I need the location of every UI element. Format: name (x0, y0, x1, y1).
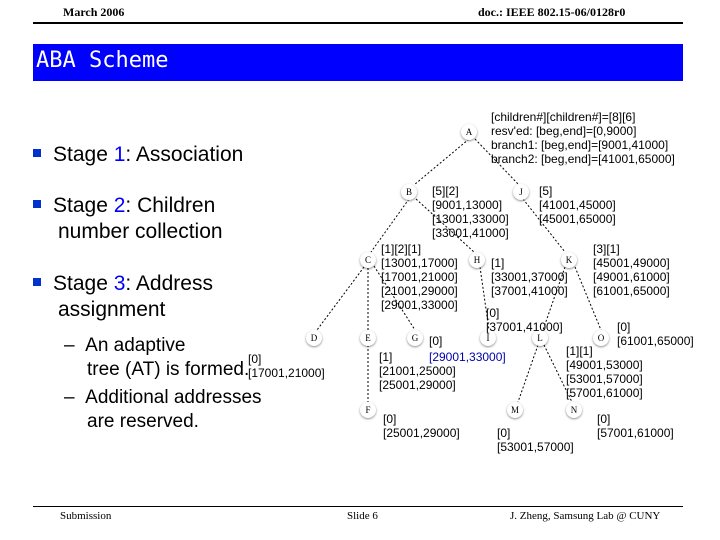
header-doc-id: doc.: IEEE 802.15-06/0128r0 (478, 5, 626, 19)
node-m-label: [0] [53001,57000] (497, 426, 574, 454)
node-n-label: [0] [57001,61000] (597, 412, 674, 440)
tree-node-icon: A (461, 124, 477, 140)
tree-node-icon: M (507, 402, 523, 418)
tree-node-icon: D (306, 330, 322, 346)
tree-node-icon: J (513, 184, 529, 200)
tree-node-icon: O (593, 330, 609, 346)
tree-node-icon: C (360, 252, 376, 268)
tree-node-icon: K (561, 252, 577, 268)
tree-node-icon: B (401, 184, 417, 200)
stage-number: 1 (113, 143, 126, 166)
node-g-range-label: [29001,33000] (429, 350, 506, 364)
node-o-label: [0] [61001,65000] (617, 320, 694, 348)
stage-number: 2 (113, 194, 126, 217)
node-j-label: [5] [41001,45000] [45001,65000] (539, 184, 616, 226)
node-c-label: [1][2][1] [13001,17000] [17001,21000] [21001,29000] [29001,33000] (381, 242, 458, 312)
bullet-stage-1: Stage 1: Association (33, 142, 243, 168)
tree-node-icon: F (360, 402, 376, 418)
footer-submission: Submission (60, 510, 112, 522)
tree-node-icon: H (469, 252, 485, 268)
node-d-label: [0] [17001,21000] (248, 352, 325, 380)
sub-bullet-reserved: – Additional addresses are reserved. (64, 387, 262, 432)
tree-node-icon: L (532, 330, 548, 346)
edge-l-m (518, 345, 538, 402)
node-i-label: [0] [37001,41000] (486, 306, 563, 334)
footer-rule (33, 506, 683, 507)
footer-slide-number: Slide 6 (347, 510, 378, 522)
footer-author: J. Zheng, Samsung Lab @ CUNY (510, 510, 661, 522)
stage-number: 3 (113, 272, 126, 295)
node-f-label: [0] [25001,29000] (383, 412, 460, 440)
bullet-stage-2: Stage 2: Children number collection (33, 193, 223, 245)
node-a-label: [children#][children#]=[8][6] resv'ed: [beg,end]=[0,9000] branch1: [beg,end]=[9001,41000] branch2: [beg,end]=[41001,65000] (491, 110, 675, 166)
tree-node-icon: N (566, 402, 582, 418)
edge-c-d (317, 267, 364, 330)
node-h-label: [1] [33001,37000] [37001,41000] (491, 256, 568, 298)
bullet-stage-3: Stage 3: Address assignment (33, 271, 213, 323)
node-e-label: [1] [21001,25000] [25001,29000] (379, 350, 456, 392)
tree-node-icon: E (360, 330, 376, 346)
tree-node-icon: G (407, 330, 423, 346)
sub-bullet-adaptive-tree: – An adaptive tree (AT) is formed. (64, 335, 250, 380)
node-g-label: [0] (429, 334, 443, 348)
node-l-label: [1][1] [49001,53000] [53001,57000] [57001,61000] (566, 344, 643, 400)
node-b-label: [5][2] [9001,13000] [13001,33000] [33001,41000] (432, 184, 509, 240)
tree-node-icon: I (480, 330, 496, 346)
edge-a-b (414, 139, 469, 185)
node-k-label: [3][1] [45001,49000] [49001,61000] [61001,65000] (593, 242, 670, 298)
slide-title: ABA Scheme (36, 48, 169, 73)
header-date: March 2006 (63, 5, 125, 19)
